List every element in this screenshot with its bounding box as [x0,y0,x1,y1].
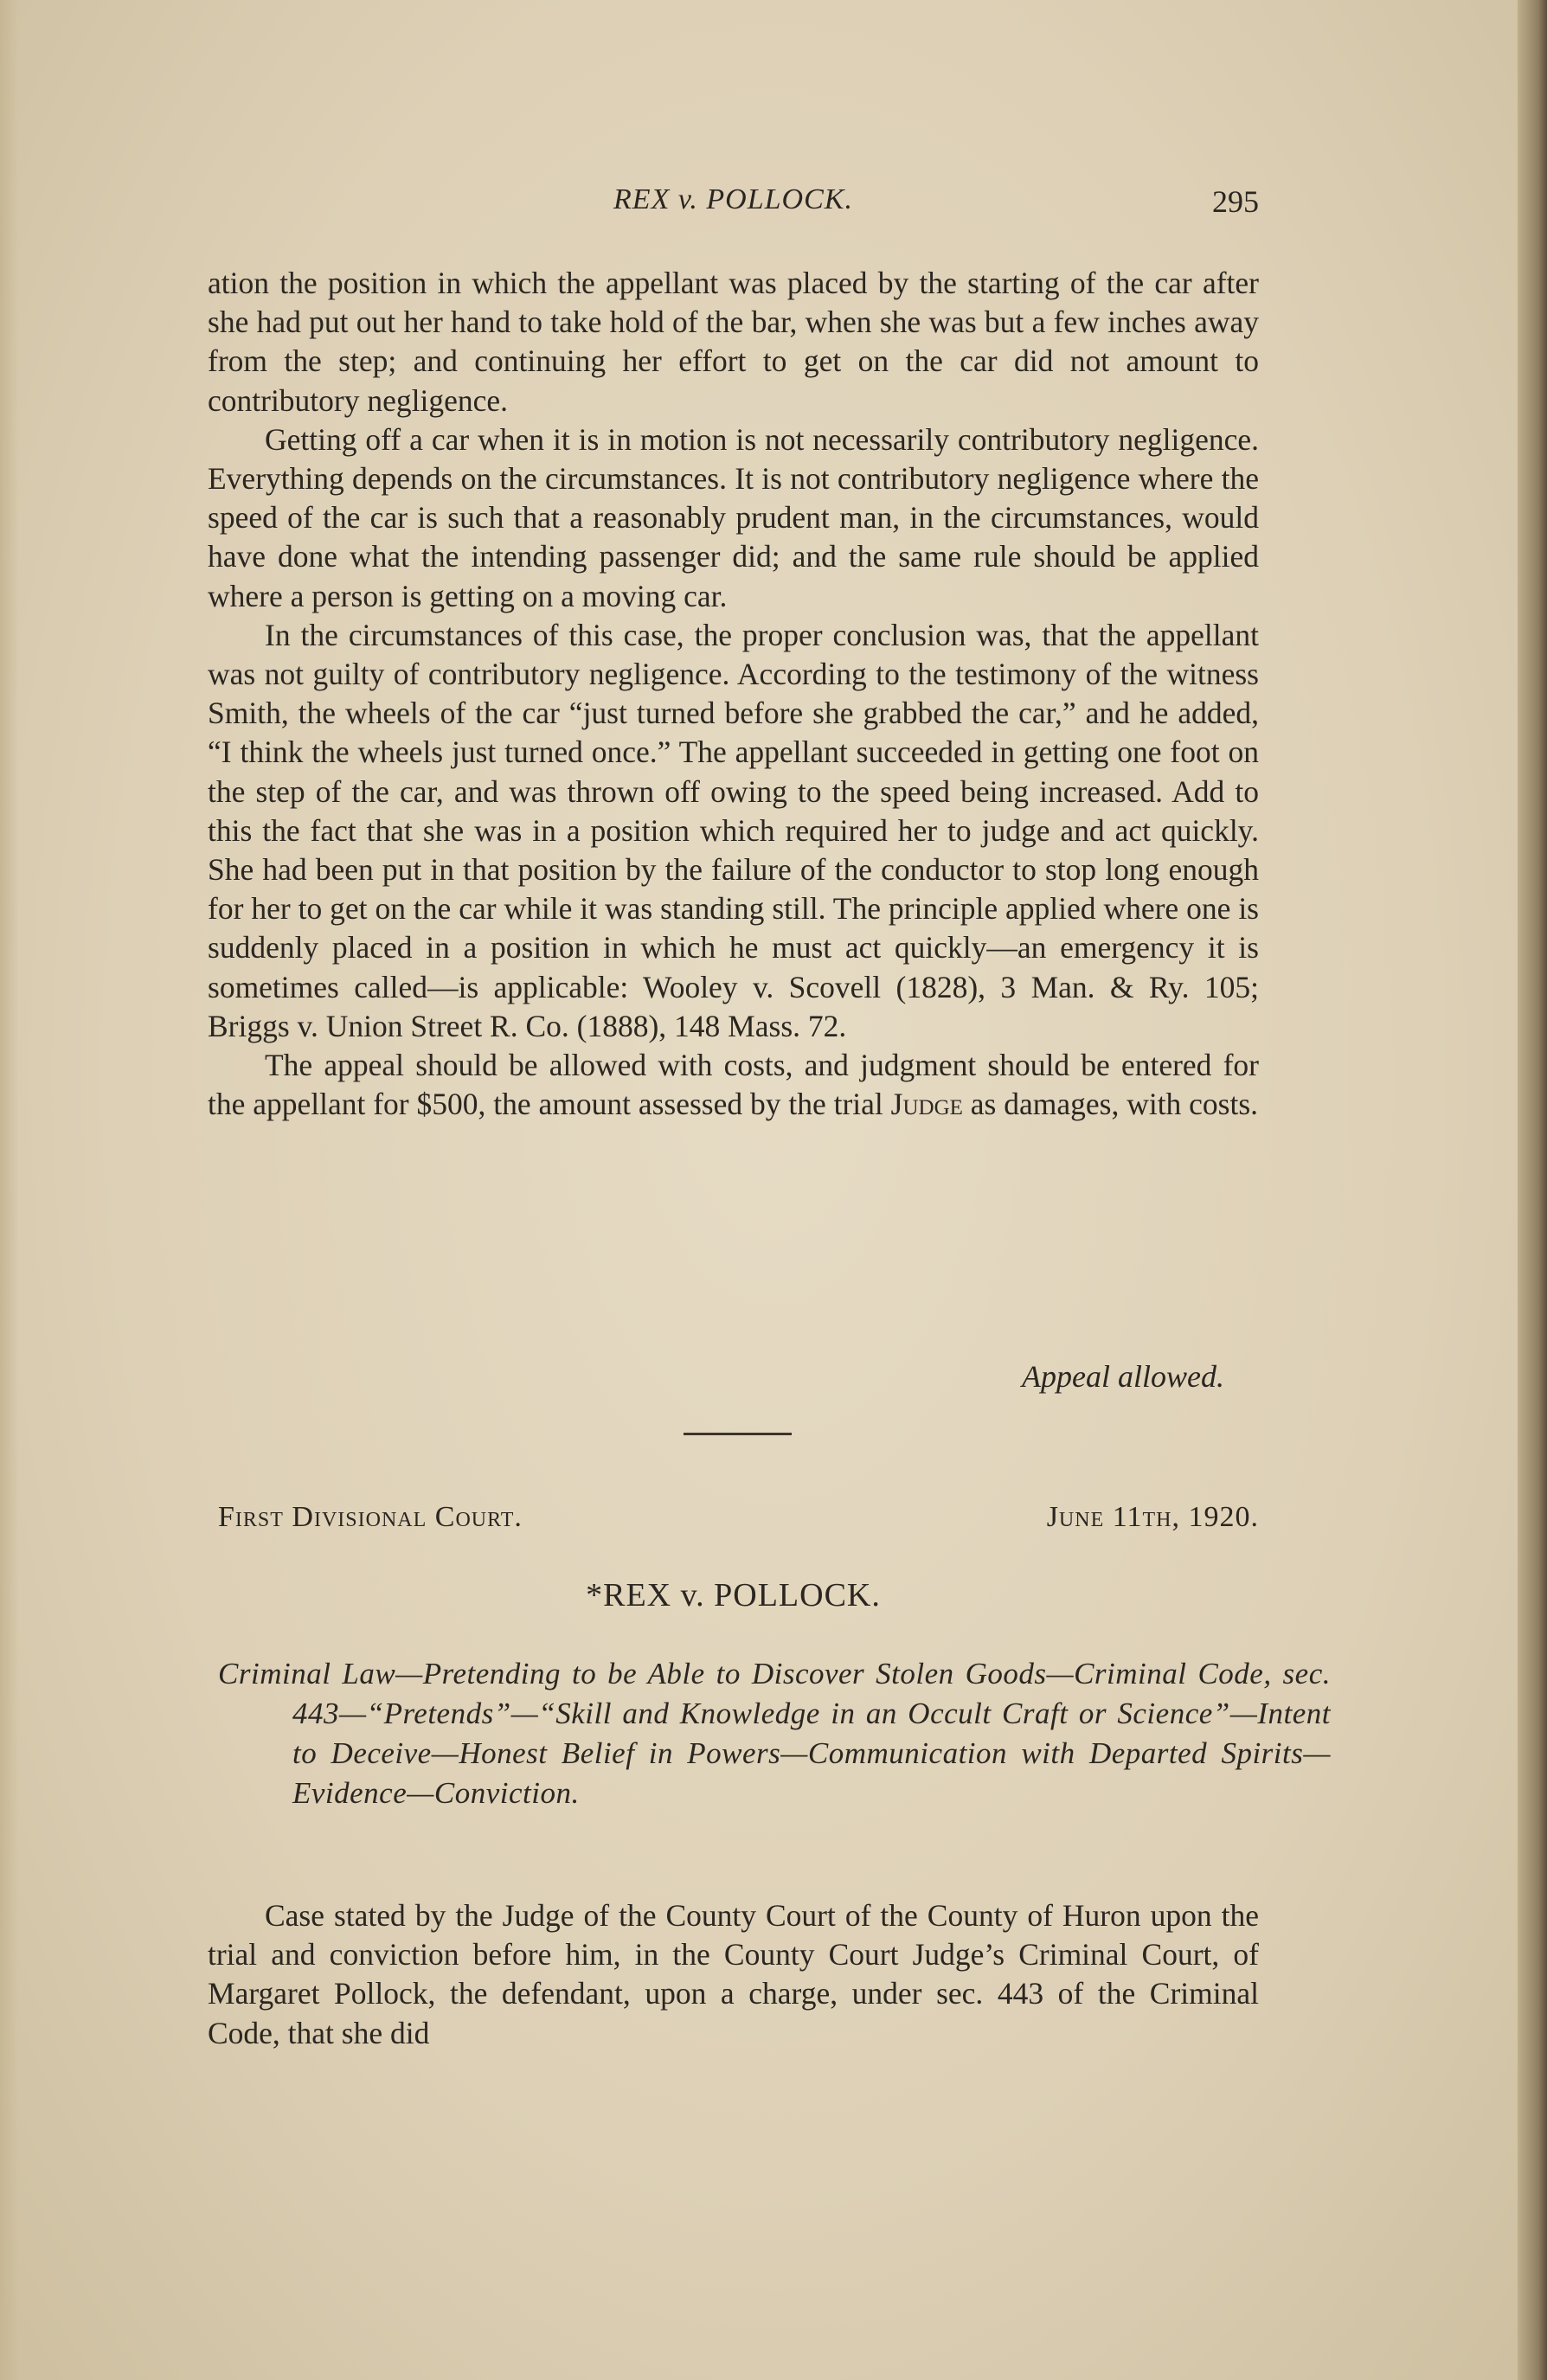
section-divider [684,1433,792,1435]
court-line [208,1501,1259,1544]
outcome-appeal-allowed: Appeal allowed. [1022,1359,1224,1394]
page-left-shadow [0,0,19,2380]
court-name: First Divisional Court. [218,1501,523,1533]
p4-text-b: as damages, with costs. [970,1087,1259,1122]
running-head [208,183,1259,227]
case-stated-block [208,1896,1259,2053]
decision-date: June 11th, 1920. [1046,1501,1259,1533]
case-title: *REX v. POLLOCK. [586,1577,881,1613]
p4-text-a: The appeal should be allowed with costs, and judgment should be entered for the appellant for $500, the amount assessed by the trial [208,1048,1259,1122]
judge-smallcaps: Judge [890,1087,963,1122]
headnote: Criminal Law—Pretending to be Able to Discover Stolen Goods—Criminal Code, sec. 443—“Pretends”—“Skill and Knowledge in an Occult Craft or Science”—Intent to Deceive—Honest Belief in Powers—Communication with Departed Spirits—Evidence—Conviction. [218,1657,1331,1810]
paragraph-case-stated: Case stated by the Judge of the County Court of the County of Huron upon the trial and conviction before him, in the County Court Judge’s Criminal Court, of Margaret Pollock, the defendant, upon a charge, under sec. 443 of the Criminal Code, that she did [208,1898,1259,2050]
paragraph-circumstances: In the circumstances of this case, the proper conclusion was, that the appellant was not guilty of contributory negligence. According to the testimony of the witness Smith, the wheels of the car “just turned before she grabbed the car,” and he added, “I think the wheels just turned once.” The appellant succeeded in getting one foot on the step of the car, and was thrown off owing to the speed being increased. Add to this the fact that she was in a position which required her to judge and act quickly. She had been put in that position by the failure of the conductor to stop long enough for her to get on the car while it was standing still. The principle applied where one is suddenly placed in a position in which he must act quickly—an emergency it is sometimes called—is applicable: Wooley v. Scovell (1828), 3 Man. & Ry. 105; Briggs v. Union Street R. Co. (1888), 148 Mass. 72. [208,617,1259,1043]
paragraph-appeal-allowed [208,1046,1259,1124]
page-number: 295 [1212,184,1259,219]
paragraph-getting-off: Getting off a car when it is in motion is not necessarily contributory negligence. Everything depends on the circumstances. It is not contributory negligence where the speed of the car is such that a reasonably prudent man, in the circumstances, would have done what the intending passenger did; and the same rule should be applied where a person is getting on a moving car. [208,421,1259,613]
judgment-body [208,264,1259,1124]
page-binding-edge [1518,0,1547,2380]
paragraph-continuation: ation the position in which the appellant was placed by the starting of the car after she had put out her hand to take hold of the bar, when she was but a few inches away from the step; and continuing her effort to get on the car did not amount to contributory negligence. [208,266,1259,418]
running-head-title: REX v. POLLOCK. [613,183,853,215]
